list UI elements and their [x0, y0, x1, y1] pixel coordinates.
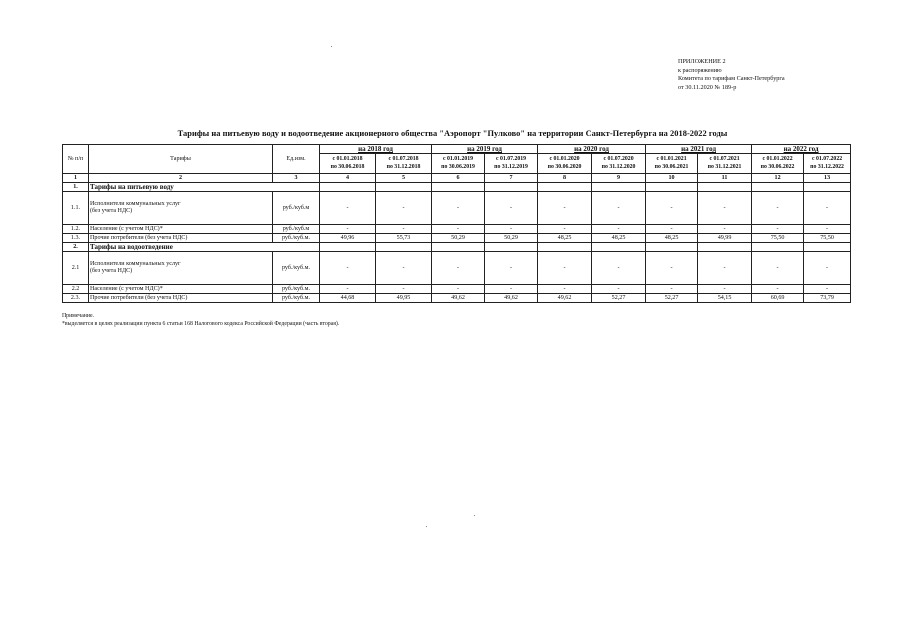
- header-period: с 01.01.2022 по 30.06.2022: [752, 154, 804, 174]
- header-period: с 01.07.2019 по 31.12.2019: [485, 154, 538, 174]
- row-name: Прочие потребители (без учета НДС): [89, 294, 273, 303]
- row-num: 2.1: [63, 252, 89, 285]
- row-num: 1.3.: [63, 234, 89, 243]
- header-year: на 2020 год: [538, 145, 646, 154]
- value-cell: 55,73: [376, 234, 432, 243]
- header-period: с 01.01.2019 по 30.06.2019: [432, 154, 485, 174]
- value-cell: -: [432, 192, 485, 225]
- value-cell: 49,62: [432, 294, 485, 303]
- value-cell: -: [646, 192, 698, 225]
- value-cell: -: [376, 225, 432, 234]
- value-cell: 73,79: [804, 294, 851, 303]
- section-row: [63, 183, 851, 192]
- value-cell: 52,27: [592, 294, 646, 303]
- value-cell: 60,69: [752, 294, 804, 303]
- header-num: № п/п: [63, 145, 89, 174]
- colnum: 7: [485, 174, 538, 183]
- colnum: 11: [698, 174, 752, 183]
- scan-speck: [474, 515, 475, 516]
- header-year: на 2019 год: [432, 145, 538, 154]
- value-cell: 75,50: [804, 234, 851, 243]
- row-unit: руб./куб.м.: [273, 234, 320, 243]
- value-cell: -: [752, 252, 804, 285]
- header-tariffs: Тарифы: [89, 145, 273, 174]
- value-cell: 49,96: [320, 234, 376, 243]
- value-cell: 50,29: [485, 234, 538, 243]
- row-name: Исполнители коммунальных услуг (без учета НДС): [89, 192, 273, 225]
- value-cell: 50,29: [432, 234, 485, 243]
- row-num: 2.3.: [63, 294, 89, 303]
- footnote-heading: Примечание.: [62, 313, 94, 319]
- row-unit: руб./куб.м: [273, 225, 320, 234]
- value-cell: -: [592, 285, 646, 294]
- section-num: 1.: [63, 183, 89, 192]
- value-cell: -: [804, 225, 851, 234]
- row-name: Прочие потребители (без учета НДС): [89, 234, 273, 243]
- row-unit: руб./куб.м.: [273, 252, 320, 285]
- colnum: 1: [63, 174, 89, 183]
- value-cell: 49,62: [538, 294, 592, 303]
- value-cell: -: [320, 285, 376, 294]
- value-cell: -: [646, 225, 698, 234]
- appendix-title: ПРИЛОЖЕНИЕ 2: [678, 58, 726, 65]
- colnum: 3: [273, 174, 320, 183]
- header-unit: Ед.изм.: [273, 145, 320, 174]
- section-row: [63, 243, 851, 252]
- header-period: с 01.07.2021 по 31.12.2021: [698, 154, 752, 174]
- appendix-block: [678, 58, 785, 92]
- value-cell: 49,62: [485, 294, 538, 303]
- header-period: с 01.01.2020 по 30.06.2020: [538, 154, 592, 174]
- value-cell: 48,25: [592, 234, 646, 243]
- colnum: 2: [89, 174, 273, 183]
- tariff-table: [62, 144, 851, 303]
- value-cell: -: [804, 285, 851, 294]
- colnum: 13: [804, 174, 851, 183]
- value-cell: -: [646, 252, 698, 285]
- document-title: Тарифы на питьевую воду и водоотведение акционерного общества "Аэропорт "Пулково" на территории Санкт-Петербурга на 2018-2022 годы: [177, 129, 728, 138]
- colnum: 10: [646, 174, 698, 183]
- row-name: Исполнители коммунальных услуг (без учета НДС): [89, 252, 273, 285]
- value-cell: -: [485, 192, 538, 225]
- value-cell: -: [432, 225, 485, 234]
- colnum: 12: [752, 174, 804, 183]
- table-row: [63, 225, 851, 234]
- value-cell: -: [320, 192, 376, 225]
- value-cell: 75,50: [752, 234, 804, 243]
- table-row: [63, 234, 851, 243]
- value-cell: 49,99: [698, 234, 752, 243]
- header-row-colnums: [63, 174, 851, 183]
- row-unit: руб./куб.м: [273, 192, 320, 225]
- value-cell: -: [485, 252, 538, 285]
- value-cell: -: [698, 225, 752, 234]
- header-period: с 01.07.2018 по 31.12.2018: [376, 154, 432, 174]
- value-cell: -: [485, 285, 538, 294]
- value-cell: -: [698, 285, 752, 294]
- header-row-years: [63, 145, 851, 154]
- row-num: 1.1.: [63, 192, 89, 225]
- value-cell: -: [592, 225, 646, 234]
- value-cell: -: [538, 285, 592, 294]
- appendix-ref: к распоряжению: [678, 66, 722, 74]
- colnum: 6: [432, 174, 485, 183]
- section-title: Тарифы на водоотведение: [89, 243, 320, 252]
- value-cell: 52,27: [646, 294, 698, 303]
- value-cell: 44,68: [320, 294, 376, 303]
- value-cell: -: [376, 192, 432, 225]
- value-cell: -: [752, 285, 804, 294]
- value-cell: -: [432, 252, 485, 285]
- row-num: 2.2: [63, 285, 89, 294]
- value-cell: -: [376, 252, 432, 285]
- value-cell: -: [804, 252, 851, 285]
- section-num: 2.: [63, 243, 89, 252]
- appendix-date: от 30.11.2020 № 189-р: [678, 83, 737, 91]
- header-year: на 2018 год: [320, 145, 432, 154]
- value-cell: -: [320, 225, 376, 234]
- colnum: 5: [376, 174, 432, 183]
- colnum: 4: [320, 174, 376, 183]
- value-cell: -: [592, 192, 646, 225]
- header-period: с 01.07.2022 по 31.12.2022: [804, 154, 851, 174]
- row-unit: руб./куб.м.: [273, 285, 320, 294]
- table-row: [63, 252, 851, 285]
- value-cell: -: [538, 252, 592, 285]
- value-cell: -: [538, 225, 592, 234]
- scan-speck: [331, 46, 332, 47]
- table-row: [63, 285, 851, 294]
- row-name: Население (с учетом НДС)*: [89, 285, 273, 294]
- row-name: Население (с учетом НДС)*: [89, 225, 273, 234]
- colnum: 9: [592, 174, 646, 183]
- value-cell: -: [592, 252, 646, 285]
- colnum: 8: [538, 174, 592, 183]
- value-cell: -: [804, 192, 851, 225]
- value-cell: -: [698, 192, 752, 225]
- header-period: с 01.01.2018 по 30.06.2018: [320, 154, 376, 174]
- row-unit: руб./куб.м.: [273, 294, 320, 303]
- value-cell: -: [646, 285, 698, 294]
- row-num: 1.2.: [63, 225, 89, 234]
- value-cell: -: [538, 192, 592, 225]
- value-cell: -: [698, 252, 752, 285]
- value-cell: -: [752, 192, 804, 225]
- value-cell: -: [752, 225, 804, 234]
- header-year: на 2022 год: [752, 145, 851, 154]
- table-row: [63, 294, 851, 303]
- value-cell: 48,25: [646, 234, 698, 243]
- table-row: [63, 192, 851, 225]
- value-cell: -: [320, 252, 376, 285]
- footnote-text: *выделяется в целях реализации пункта 6 статьи 168 Налогового кодекса Российской Федерации (часть вторая).: [62, 321, 340, 328]
- value-cell: 49,95: [376, 294, 432, 303]
- header-year: на 2021 год: [646, 145, 752, 154]
- appendix-committee: Комитета по тарифам Санкт-Петербурга: [678, 75, 785, 83]
- footnote: [62, 312, 339, 328]
- value-cell: -: [432, 285, 485, 294]
- value-cell: -: [485, 225, 538, 234]
- section-title: Тарифы на питьевую воду: [89, 183, 320, 192]
- value-cell: 48,25: [538, 234, 592, 243]
- header-period: с 01.01.2021 по 30.06.2021: [646, 154, 698, 174]
- header-period: с 01.07.2020 по 31.12.2020: [592, 154, 646, 174]
- value-cell: 54,15: [698, 294, 752, 303]
- value-cell: -: [376, 285, 432, 294]
- scan-speck: [426, 526, 427, 527]
